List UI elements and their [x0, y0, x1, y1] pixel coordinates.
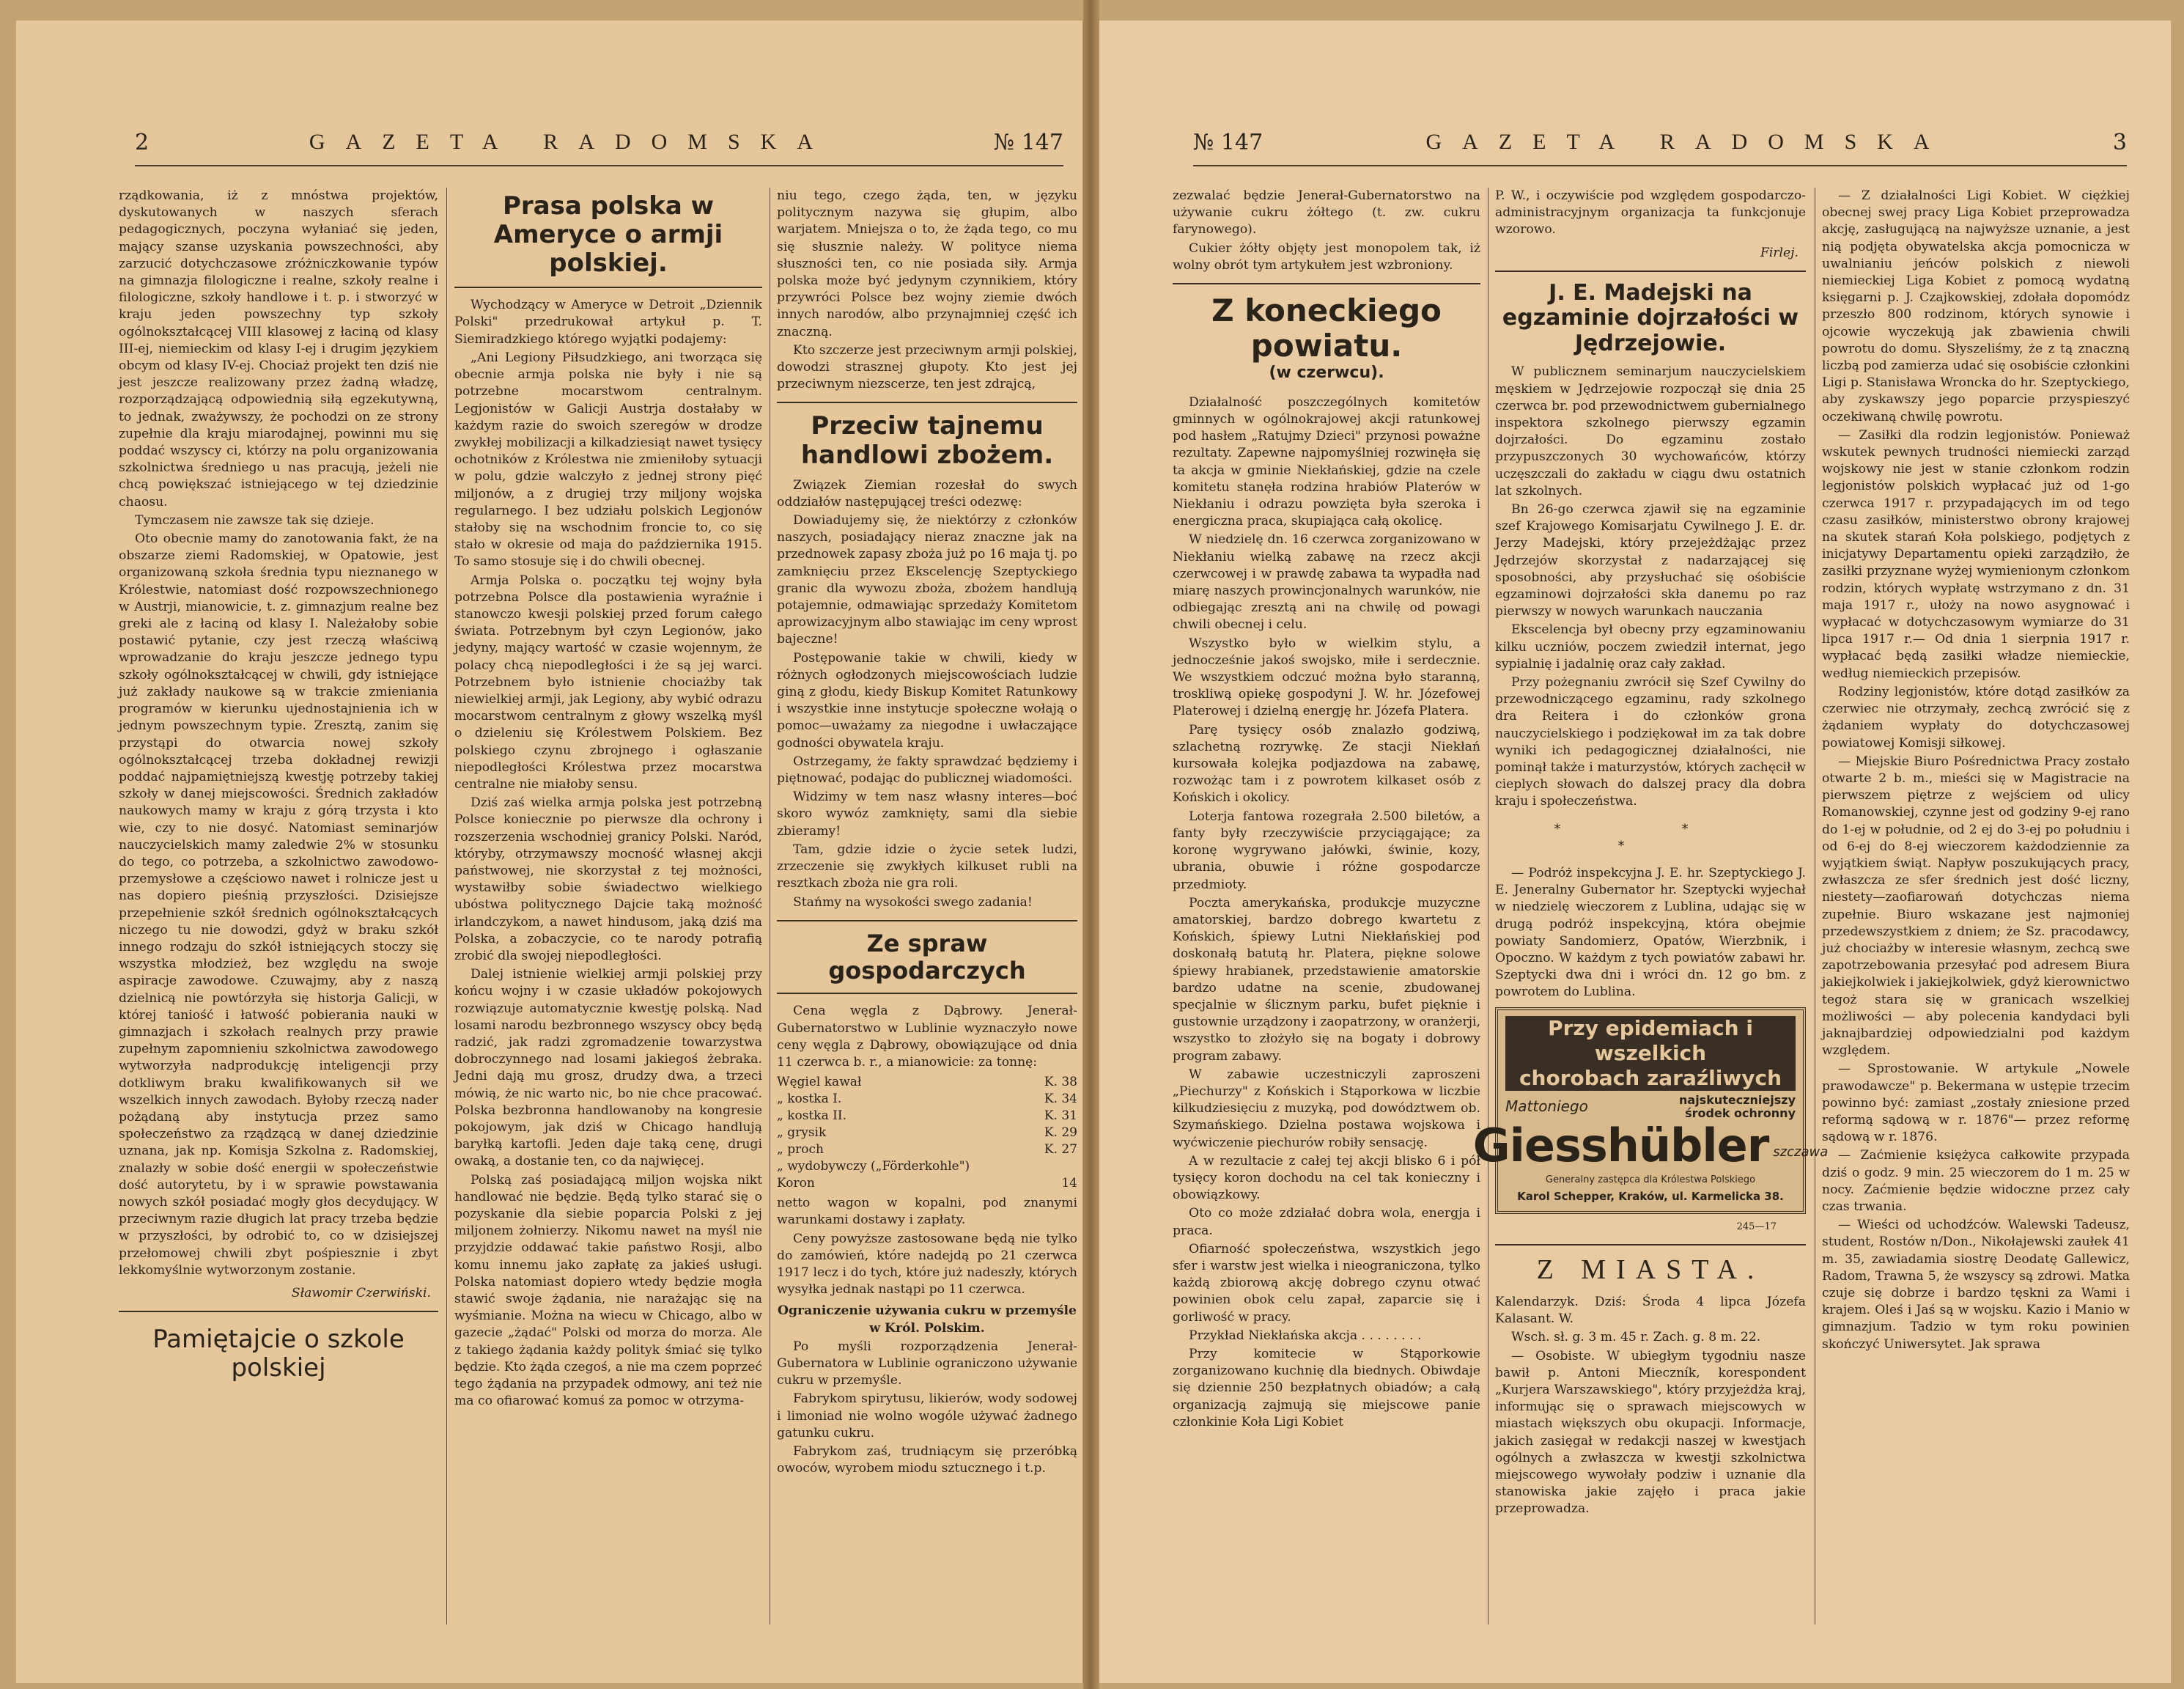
- article-paragraph: Postępowanie takie w chwili, kiedy w różnych ogłodzonych miejscowościach ludzie giną z głodu, kiedy Biskup Komitet Ratunkowy i wszystkie inne instytucje społeczne wołają o pomoc—uważamy za niegodne i uwłaczające godności obywatela kraju.: [777, 650, 1077, 751]
- article-paragraph: niu tego, czego żąda, ten, w języku politycznym nazywa się głupim, albo warjatem. Mniejsza o to, że żąda tego, co mu się słusznie należy. W polityce niema słuszności ten, co nie posiada siły. Armja polska może być jedynym czynnikiem, który przywróci Polsce bez wojny ziemie dwóch innych narodów, albo przynajmniej część ich znaczną.: [777, 188, 1077, 339]
- masthead-title: GAZETA RADOMSKA: [1425, 130, 1950, 154]
- ad-line-2: chorobach zaraźliwych: [1505, 1066, 1796, 1091]
- ad-brand-prefix: Mattoniego: [1505, 1097, 1588, 1116]
- right-column-1: [1173, 188, 1480, 1654]
- table-row: [777, 1158, 1077, 1175]
- table-row: [777, 1074, 1077, 1091]
- left-page-header: [135, 119, 1063, 166]
- article-paragraph: Ofiarność społeczeństwa, wszystkich jego sfer i warstw jest wielka i nieograniczona, tylko każdą zbiorową akcję dobrego czynu otwać powinien obok celu zapał, zaparcie się i gorliwość w pracy.: [1173, 1241, 1480, 1325]
- coal-price: K. 34: [1044, 1092, 1077, 1107]
- table-row: [777, 1091, 1077, 1108]
- article-paragraph: Loterja fantowa rozegrała 2.500 biletów, a fanty były rzeczywiście przyciągające; za koronę wygrywano jałówki, świnie, kozy, ubrania, obuwie i różne gospodarcze przedmioty.: [1173, 809, 1480, 892]
- coal-price: K. 31: [1044, 1108, 1077, 1124]
- article-paragraph: „Ani Legiony Piłsudzkiego, ani tworząca się obecnie armja polska nie były i nie są potrzebne mocarstwom centralnym. Legjonistów w Galicji Austrja dostałaby w każdym razie do swoich szeregów w drodze zwykłej mobilizacji a kilkadziesiąt nawet tysięcy ochotników z Królestwa nie zmieniłoby sytuacji w polu, gdzie walczyło z jednej strony pięć miljonów, a z drugiej trzy miljony wojska regularnego. I bez udziału polskich Legjonów stałoby się na wschodnim froncie to, co się stało w okresie od maja do października 1915. To samo stosuje się i do chwili obecnej.: [454, 350, 762, 570]
- article-paragraph: rządkowania, iż z mnóstwa projektów, dyskutowanych w naszych sferach pedagogicznych, poczyna wyłaniać się jeden, mający szanse uzyskania powszechności, aby zarzucić dotychczasowe zróżniczkowanie typów na gimnazja filologiczne i realne, szkoły realne i filologiczne, szkoły handlowe i t. p. i stworzyć w kraju jeden powszechny typ szkoły ogólnokształcącej VIII klasowej z łaciną od klasy III-ej, niemieckim od klasy I-ej i drugim językiem obcym od klasy IV-ej. Chociaż projekt ten dziś nie jest jeszcze realizowany przez żadną władzę, rozporządzającą odpowiednią siłą egzekutywną, to jednak, zważywszy, że pochodzi on ze strony zupełnie dla kraju miarodajnej, powinni mu się poddać wszyscy ci, którzy na polu organizowania szkolnictwa średniego u nas pracują, jeżeli nie chcą powiększać istniejącego w tej dziedzinie chaosu.: [119, 188, 438, 509]
- article-paragraph: Przy pożegnaniu zwrócił się Szef Cywilny do przewodniczącego egzaminu, rady szkolnego dra Reitera i do członków grona nauczycielskiego i podziękował im za tak dobre wyniki ich pedagogicznej działalności, nie pominął także i maturzystów, których zachęcił w cieplych słowach do dalszej pracy dla dobra kraju i społeczeństwa.: [1495, 674, 1806, 809]
- article-paragraph: Dziś zaś wielka armja polska jest potrzebną Polsce koniecznie po pierwsze dla ochrony i rozszerzenia wschodniej granicy Polski. Naród, któryby, otrzymawszy mocność własnej akcji państwowej, nie skorzystał z tej możności, wystawiłby sobie świadectwo wielkiego ubóstwa politycznego Dajcie taką możność irlandczykom, a nawet hindusom, jaką dziś ma Polska, a zobaczycie, co te narody potrafią zrobić dla swojej niepodległości.: [454, 795, 762, 963]
- article-heading: Ze spraw gospodarczych: [828, 929, 1026, 985]
- ad-firm: Karol Schepper, Kraków, ul. Karmelicka 38.: [1517, 1189, 1784, 1203]
- article-paragraph: Polską zaś posiadającą miljon wojska nikt handlować nie będzie. Będą tylko starać się o pozyskanie dla siebie poparcia Polski z jej miljonem żołnierzy. Nikomu nawet na myśl nie przyjdzie oddawać takie państwo Rosji, albo komu innemu jako zapłatę za jakieś usługi. Polska natomiast dopiero wtedy będzie mogła stawić swoje żądania, nie narażając się na wyśmianie. Można na wiecu w Chicago, albo w gazecie „żądać" Polski od morza do morza. Ale z takiego żądania każdy polityk śmiać się tylko będzie. Kto żąda czegoś, a nie ma czem poprzeć tego żądania na przypadek odmowy, ani też nie ma co ofiarować komuś za pomoc w otrzyma-: [454, 1172, 762, 1409]
- page-number: 2: [135, 129, 150, 155]
- article-paragraph: Związek Ziemian rozesłał do swych oddziałów następującej treści odezwę:: [777, 477, 1077, 509]
- ad-brand: Giesshübler: [1472, 1118, 1769, 1172]
- right-column-2: [1472, 188, 1829, 1654]
- advertisement-giesshubler: [1472, 1007, 1829, 1214]
- divider: [119, 1311, 438, 1312]
- article-paragraph: Rodziny legjonistów, które dotąd zasiłków za czerwiec nie otrzymały, zechcą zwrócić się z żądaniem wypłaty do dotychczasowej powiatowej Komisji siłkowej.: [1822, 684, 2130, 751]
- article-paragraph: Działalność poszczególnych komitetów gminnych w ogólnokrajowej akcji ratunkowej pod hasłem „Ratujmy Dzieci" przynosi poważne rezultaty. Zapewne najpomyślniej rozwinęła się ta akcja w gminie Niekłańskiej, gdzie na czele komitetu stanęła rodzina hrabiów Platerów w Niekłaniu i odrazu powzięta była szeroka i energiczna praca, skupiająca całą okolicę.: [1173, 394, 1480, 529]
- article-paragraph: — Wieści od uchodźców. Walewski Tadeusz, student, Rostów n/Don., Nikołajewski zaułek 41 m. 35, zawiadamia siostrę Deodatę Gallewicz, Radom, Trawna 5, że wszyscy są zdrowi. Matka czuje się dobrze i bardzo tęskni za Wami i krajem. Oleś i Jaś są w wojsku. Kazio i Manio w gimnazjum. Tadzio w tym roku powinien skończyć Uniwersytet. Jak sprawa: [1822, 1218, 2130, 1352]
- article-heading: J. E. Madejski na egzaminie dojrzałości w Jędrzejowie.: [1502, 279, 1799, 356]
- right-column-3: [1822, 188, 2130, 1654]
- divider: [1495, 271, 1806, 272]
- left-page: [16, 21, 1083, 1683]
- right-page: [1099, 21, 2171, 1683]
- article-paragraph: — Miejskie Biuro Pośrednictwa Pracy zostało otwarte 2 b. m., mieści się w Magistracie na pierwszem piętrze z wejściem od ulicy Romanowskiej, czynne jest od godziny 9-ej rano do 1-ej w południe, od 2 ej do 3-ej po południu i od 6-ej do 8-ej wieczorem każdodziennie za wyjątkiem świąt. Napływ poszukujących pracy, zwłaszcza ze sfer średnich jest dość liczny, niestety—zaofiarowań dotychczas niema zupełnie. Biuro wskazane jest najmoniej przedewszystkiem z dniem; że Sz. pracodawcy, już chociażby w interesie własnym, zechcą swe zapotrzebowania przesyłać pod adresem Biura jakiejkolwiek i jakiejkolwiek, gdyż kierownictwo tegoż stara się w granicach wszelkiej możliwości — aby polecenia kandydaci byli jaknajbardziej odpowiedzialni pod każdym względem.: [1822, 754, 2130, 1059]
- article-paragraph: Przy komitecie w Stąporkowie zorganizowano kuchnię dla biednych. Obiwdaje się dziennie 250 bezpłatnych obiadów; a całą organizacją zajmują się miejscowe panie członkinie Koła Ligi Kobiet: [1173, 1346, 1480, 1429]
- table-row: [777, 1141, 1077, 1158]
- article-paragraph: W niedzielę dn. 16 czerwca zorganizowano w Niekłaniu wielką zabawę na rzecz akcji czerwcowej i w prawdę zabawa ta wypadła nad miarę naszych prowincjonalnych warunków, nie odbiegając zresztą ani na chwilę od powagi chwili obecnej i celu.: [1173, 532, 1480, 633]
- article-paragraph: Po myśli rozporządzenia Jenerał-Gubernatora w Lublinie ograniczono używanie cukru w przemyśle.: [777, 1339, 1077, 1388]
- divider: [454, 287, 762, 288]
- article-paragraph: Oto obecnie mamy do zanotowania fakt, że na obszarze ziemi Radomskiej, w Opatowie, jest organizowaną szkoła średnia typu nieznanego w Królestwie, natomiast dość rozpowszechnionego w Austrji, mianowicie, t. z. gimnazjum realne bez greki ale z łaciną od klasy I. Należałoby sobie postawić pytanie, czy jest rzeczą właściwą wprowadzanie do kraju jeszcze jednego typu szkoły ogólnokształcącej w chwili, gdy istniejące już zakłady naukowe są w trakcie zmieniania programów w kierunku ujednostajnienia ich w jednym powszechnym typie. Zresztą, zanim się przystąpi do otwarcia nowej szkoły ogólnokształcącej trzeba dokładnej rewizji poddać najpamiętniejszą kwestję potrzeby takiej szkoły w danej miejscowości. Średnich zakładów naukowych mamy w kraju z górą trzysta i kto wie, czy to nie dosyć. Natomiast seminarjów nauczycielskich mamy zaledwie 2% w stosunku do tego, co potrzeba, a szkolnictwo zawodowo-przemysłowe a częściowo nawet i rolnicze jest u nas dopiero pieśnią przyszłości. Dzisiejsze przepełnienie szkół średnich ogólnokształcących niczego tu nie dowodzi, gdyż w braku szkół innego rodzaju do szkół istniejących stoczy się wszystka młodzież, bez względu na swoje aspiracje zawodowe. Czuwajmy, aby z naszą dzielnicą nie powtórzyła się historja Galicji, w której taniość i łatwość pobierania nauki w gimnazjach i szkołach realnych przy prawie zupełnym zapomnieniu szkolnictwa zawodowego wytworzyła nadprodukcję inteligencji przy dotkliwym braku kwalifikowanych sił we wszelkich innych zawodach. Byłoby rzeczą nader pożądaną aby instytucja przez samo społeczeństwo za rządzącą w danej dziedzinie uznana, jak np. Komisja Szkolna z. Radomskiej, znalazły w sobie dość energii w społeczeństwie dość autorytetu, by i w sprawie powstawania nowych szkół posiadać mogły głos decydujący. W przeciwnym razie długich lat pracy trzeba będzie w przyszłości, by odrobić to, co w dzisiejszej przełomowej chwili zbyt pośpiesznie i zbyt lekkomyślnie wytworzonym zostanie.: [119, 531, 438, 1278]
- article-paragraph: — Zaćmienie księżyca całkowite przypada dziś o godz. 9 min. 25 wieczorem do 1 m. 25 w nocy. Zaćmienie będzie widoczne przez cały czas trwania.: [1822, 1148, 2130, 1214]
- coal-price: K. 27: [1044, 1142, 1077, 1158]
- issue-number: № 147: [993, 129, 1063, 155]
- divider: [777, 920, 1077, 921]
- article-paragraph: Ceny powyższe zastosowane będą nie tylko do zamówień, które nadejdą po 21 czerwca 1917 lecz i do tych, które już nadeszły, których wysyłka jednak nastąpi po 11 czerwca.: [777, 1231, 1077, 1298]
- article-paragraph: — Osobiste. W ubiegłym tygodniu nasze bawił p. Antoni Mieczník, korespondent „Kurjera Warszawskiego", który przyjeżdża kraj, informując się o sprawach miejscowych w miastach większych obu okupacji. Informacje, jakich zasięgał w redakcji naszej w kwestjach ogólnych a zwłaszcza w kwestji szkolnictwa miejscowego wywołały podziw i uznanie dla stanowiska jakie zajęło i praca jakie przeprowadza.: [1495, 1348, 1806, 1517]
- coal-price: K. 38: [1044, 1075, 1077, 1090]
- ad-agent: Generalny zastępca dla Królestwa Polskiego: [1545, 1174, 1756, 1185]
- article-paragraph: Dalej istnienie wielkiej armji polskiej przy końcu wojny i w czasie układów pokojowych rozwiązuje automatycznie kwestję polską. Nad losami narodu bezbronnego wszyscy obcy będą radzić, jak radzi zgromadzenie towarzystwa dobroczynnego nad losami jakiegoś żebraka. Jedni dają mu grosz, drudzy dwa, a trzeci mówią, że nic warto nic, bo nie chce pracować. Polska bezbronna handlowanoby na kongresie pokojowym, jak dziś w Chicago handlują baryłką kartofli. Jeden daje taką cenę, drugi owaką, a dostanie ten, co da najwięcej.: [454, 967, 762, 1169]
- calendar-line: Kalendarzyk. Dziś: Środa 4 lipca Józefa Kalasant. W.: [1495, 1294, 1806, 1327]
- article-paragraph: W publicznem seminarjum nauczycielskiem męskiem w Jędrzejowie rozpoczął się dnia 25 czerwca br. pod przewodnictwem gubernialnego inspektora szkolnego pierwszy egzamin dojrzałości. Do egzaminu zostało przypuszczonych 30 wychowańców, którzy uczęszczali do zakładu w ciągu dwu ostatnich lat szkolnych.: [1495, 364, 1806, 498]
- subsection-title: Ograniczenie używania cukru w przemyśle w Król. Polskim.: [778, 1303, 1077, 1336]
- article-paragraph: Ekscelencja był obecny przy egzaminowaniu kilku uczniów, poczem zwiedził internat, jego sypialnię i jadalnię oraz cały zakład.: [1495, 622, 1806, 671]
- article-heading: Z koneckiego powiatu.: [1211, 292, 1442, 364]
- coal-grade: Koron: [777, 1176, 815, 1191]
- coal-grade: „ kostka I.: [777, 1092, 842, 1107]
- coal-grade: „ kostka II.: [777, 1108, 846, 1124]
- coal-price-table: [777, 1074, 1077, 1192]
- section-separator: * * *: [1554, 821, 1747, 853]
- coal-grade: „ grysik: [777, 1125, 827, 1141]
- article-paragraph: zezwalać będzie Jenerał-Gubernatorstwo na używanie cukru żółtego (t. zw. cukru farynowego).: [1173, 188, 1480, 238]
- coal-grade: Węgiel kawał: [777, 1075, 862, 1090]
- article-paragraph: Wychodzący w Ameryce w Detroit „Dziennik Polski" przedrukował artykuł p. T. Siemiradzkiego którego wyjątki podajemy:: [454, 298, 762, 347]
- article-paragraph: Przykład Niekłańska akcja . . . . . . . .: [1189, 1328, 1422, 1343]
- article-paragraph: Kto szczerze jest przeciwnym armji polskiej, dowodzi strasznej głupoty. Kto jest jej przeciwnym niezscerze, ten jest zdrajcą,: [777, 342, 1077, 392]
- article-paragraph: Fabrykom zaś, trudniącym się przeróbką owoców, wyrobem miodu sztucznego i t.p.: [777, 1443, 1077, 1476]
- coal-grade: „ proch: [777, 1142, 824, 1158]
- article-paragraph: P. W., i oczywiście pod względem gospodarczo-administracyjnym organizacja ta funkcjonuje wzorowo.: [1495, 188, 1806, 238]
- article-paragraph: Cena węgla z Dąbrowy. Jenerał-Gubernatorstwo w Lublinie wyznaczyło nowe ceny węgla z Dąbrowy, obowiązujące od dnia 11 czerwca b. r., a mianowicie: za tonnę:: [777, 1004, 1077, 1070]
- article-paragraph: Cukier żółty objęty jest monopolem tak, iż wolny obrót tym artykułem jest wzbroniony.: [1173, 240, 1480, 273]
- article-paragraph: Fabrykom spirytusu, likierów, wody sodowej i limoniad nie wolno wogóle używać żadnego gatunku cukru.: [777, 1391, 1077, 1440]
- right-page-header: [1193, 119, 2127, 166]
- table-row: [777, 1108, 1077, 1125]
- article-paragraph: — Zasiłki dla rodzin legjonistów. Ponieważ wskutek pewnych trudności niemiecki zarząd wojskowy nie jest w stanie członkom rodzin legjonistów polskich wypłacać już od 1-go czerwca 1917 r. przypadających im od tego czasu zasiłków, ministerstwo obrony krajowej na skutek starań Koła polskiego, podjętych z inicjatywy Departamentu opieki zarządziło, że zasiłki przyznane wyżej wymienionym członkom rodzin, których wypłatę wstrzymano z dn. 31 maja 1917 r., ułoży na nowo asygnować i wypłacać w dotychczasowym wymiarze do 31 lipca 1917 r.— Od dnia 1 sierpnia 1917 r. wypłacać będą zasiłki władze niemieckie, według niemieckich przepisów.: [1822, 427, 2130, 681]
- left-column-1: [119, 188, 438, 1654]
- article-paragraph: Wszystko było w wielkim stylu, a jednocześnie jakoś swojsko, miłe i serdecznie. We wszystkiem odczuć można było staranną, troskliwą opiekę gospodyni J. W. hr. Józefowej Platerowej i dzielną energję hr. Józefa Platera.: [1173, 636, 1480, 719]
- table-row: [777, 1175, 1077, 1192]
- ad-tagline-2: środek ochronny: [1685, 1105, 1796, 1120]
- issue-number: № 147: [1193, 129, 1263, 155]
- sun-times: Wsch. sł. g. 3 m. 45 r. Zach. g. 8 m. 22.: [1511, 1330, 1761, 1345]
- column-rule: [446, 188, 447, 1624]
- binding-gutter: [1083, 0, 1099, 1689]
- article-paragraph: Armja Polska o. początku tej wojny była potrzebna Polsce dla postawienia wyraźnie i stanowczo kwesji polskiej przed forum całego świata. Potrzebnym był czyn Legionów, jako jedyny, mający wartość w czasie wojennym, że polacy chcą niepodległości i że są jej warci. Potrzebnem było istnienie chociażby tak niewielkiej armji, jak Legiony, aby wybić odrazu mocarstwom centralnym z głowy wszelką myśl o dzieleniu się Królestwem Polskiem. Bez polskiego czynu zbrojnego i ogłaszanie niepodległości Królestwa przez mocarstwa centralne nie miałoby sensu.: [454, 573, 762, 792]
- article-heading: Przeciw tajnemu handlowi zbożem.: [800, 411, 1054, 470]
- divider: [1173, 283, 1480, 284]
- article-heading: Prasa polska w Ameryce o armji polskiej.: [493, 191, 723, 279]
- article-paragraph: netto wagon w kopalni, pod znanymi warunkami dostawy i zapłaty.: [777, 1196, 1077, 1228]
- article-paragraph: Bn 26-go czerwca zjawił się na egzaminie szef Krajowego Komisarjatu Cywilnego J. E. dr. Jerzy Madejski, który przejeżdżając przez Jędrzejów skorzystał z nadarzającej się sposobności, aby przysłuchać się ośobiście egzaminowi dojrzałości skła danemu po raz pierwszy w nowych warunkach nauczania: [1495, 501, 1806, 619]
- article-paragraph: Poczta amerykańska, produkcje muzyczne amatorskiej, bardzo dobrego kwartetu z Końskich, śpiewy Lutni Niekłańskiej pod doskonałą batutą hr. Platera, piękne solowe śpiewy hrabianek, przedstawienie amatorskie bardzo udatne na scenie, zbudowanej specjalnie w ślicznym parku, bufet pięknie i gustownie urządzony i zaopatrzony, w oranżerji, wszystko to złożyło się na bogaty i dobrowy program zabawy.: [1173, 895, 1480, 1064]
- masthead-title: GAZETA RADOMSKA: [309, 130, 833, 154]
- ad-brand-suffix: szczawa: [1773, 1144, 1829, 1160]
- article-paragraph: — Podróż inspekcyjna J. E. hr. Szeptyckiego J. E. Jeneralny Gubernator hr. Szeptycki wyjechał w niedzielę wieczorem z Lublina, udając się w drugą podróż inspekcyjną, która obejmie powiaty Sandomierz, Opatów, Wierzbnik, i Opoczno. W każdym z tych powiatów zabawi hr. Szeptycki dwa dni i wróci dn. 12 go bm. z powrotem do Lublina.: [1495, 866, 1806, 1000]
- divider: [1495, 1244, 1806, 1245]
- ad-reference: 245—17: [1736, 1221, 1777, 1233]
- left-column-3: [777, 188, 1077, 1654]
- author-signature: Firlej.: [1760, 245, 1799, 260]
- article-subheading: (w czerwcu).: [1269, 363, 1384, 382]
- article-paragraph: Dowiadujemy się, że niektórzy z członków naszych, posiadający nieraz znaczne jak na przednowek zapasy zboża już po 16 maja tj. po zamknięciu przez Ekscelencję Szeptyckiego granic dla wywozu zboża, zbożem handlują potajemnie, odmawiając sprzedaży Komitetom aprowizacyjnym albo stawiając im ceny wprost bajeczne!: [777, 513, 1077, 647]
- divider: [777, 993, 1077, 994]
- article-paragraph: W zabawie uczestniczyli zaproszeni „Piechurzy" z Końskich i Stąporkowa w liczbie kilkudziesięciu z muzyką, pod dowództwem ob. Szymańskiego. Dzielna postawa wojskowa i wyćwiczenie piechurów robiły sensację.: [1173, 1067, 1480, 1150]
- article-paragraph: A w rezultacie z całej tej akcji blisko 6 i pół tysięcy koron dochodu na cel tak konieczny i obowiązkowy.: [1173, 1153, 1480, 1203]
- divider: [777, 402, 1077, 403]
- article-paragraph: Parę tysięcy osób znalazło godziwą, szlachetną rozrywkę. Ze stacji Niekłań kursowała kolejka podjazdowa na zabawę, rozwożąc tam i z powrotem kilkaset osób z Końskich i okolicy.: [1173, 722, 1480, 806]
- article-paragraph: Tymczasem nie zawsze tak się dzieje.: [135, 512, 375, 528]
- article-paragraph: Oto co może zdziałać dobra wola, energja i praca.: [1173, 1206, 1480, 1238]
- table-row: [777, 1125, 1077, 1141]
- boxed-heading: Pamiętajcie o szkole polskiej: [152, 1325, 405, 1383]
- author-signature: Sławomir Czerwiński.: [291, 1286, 431, 1300]
- coal-price: [1033, 1158, 1077, 1175]
- article-paragraph: Widzimy w tem nasz własny interes—boć skoro wywóz zamknięty, sami dla siebie zbieramy!: [777, 790, 1077, 839]
- article-paragraph: Tam, gdzie idzie o życie setek ludzi, zrzeczenie się zwykłych kilkuset rubli na resztkach zboża nie gra roli.: [777, 842, 1077, 891]
- article-paragraph: Ostrzegamy, że fakty sprawdzać będziemy i piętnować, podając do publicznej wiadomości.: [777, 754, 1077, 787]
- article-paragraph: — Sprostowanie. W artykule „Nowele prawodawcze" p. Bekermana w ustępie trzecim powinno być: zamiast „zostały zniesione przed reformą sądową w r. 1876"— przez reformę sądową w r. 1876.: [1822, 1061, 2130, 1145]
- coal-grade: „ wydobywczy („Förderkohle"): [777, 1159, 970, 1174]
- coal-price: K. 29: [1044, 1125, 1077, 1141]
- article-paragraph: — Z działalności Ligi Kobiet. W ciężkiej obecnej swej pracy Liga Kobiet przeprowadza akcję, zasługującą na najwyższe uznanie, a jest nią podjęta obywatelska akcja pomocnicza w uwalnianiu jeńców polskich z niewoli niemieckiej Liga Kobiet z pomocą wydatną księgarni p. J. Czajkowskiej, zdołała dopomódz przeszło 800 rodzinom, których synowie i ojcowie wyczekują jak zbawienia chwili powrotu do domu. Słyszeliśmy, że z tą znaczną liczbą pod zamierza udać się osobiście członkini Ligi p. Stanisława Wroncka do hr. Szeptyckiego, aby zyskawszy jego poparcie przyspieszyć oczekiwaną chwilę powrotu.: [1822, 188, 2130, 424]
- article-paragraph: Stańmy na wysokości swego zadania!: [793, 894, 1033, 910]
- ad-line-1: Przy epidemiach i wszelkich: [1505, 1016, 1796, 1066]
- section-heading: Z MIASTA.: [1536, 1254, 1765, 1286]
- left-column-2: [454, 188, 762, 1654]
- ad-tagline-1: najskuteczniejszy: [1679, 1092, 1796, 1107]
- coal-price: 14: [1061, 1176, 1077, 1191]
- page-number: 3: [2112, 129, 2127, 155]
